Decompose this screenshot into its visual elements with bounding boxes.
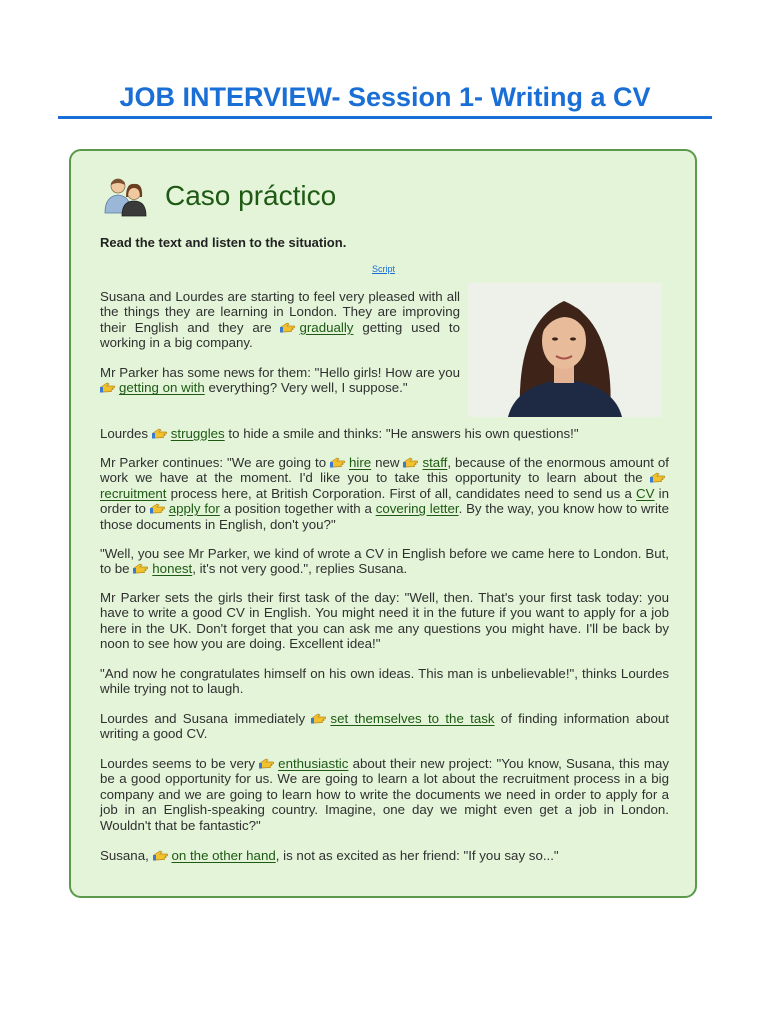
pointing-hand-icon bbox=[133, 562, 149, 574]
story-paragraph-4: Mr Parker continues: "We are going to hire new staff, because of the enormous amount of work we have at the moment. I'd like you to take this opportunity to learn about the recruitment process here, at British Corporation. First of all, candidates need to send us a CV in order to apply for a position together with a covering letter. By the way, you know how to write those documents in English, don't you?" bbox=[100, 455, 670, 532]
two-people-icon bbox=[102, 175, 150, 217]
vocab-struggles[interactable]: struggles bbox=[170, 426, 225, 441]
vocab-getting-on-with[interactable]: getting on with bbox=[119, 380, 205, 396]
vocab-covering-letter[interactable]: covering letter bbox=[375, 501, 459, 517]
vocab-on-the-other-hand[interactable]: on the other hand bbox=[171, 848, 276, 863]
vocab-set-themselves-to-the-task[interactable]: set themselves to the task bbox=[330, 711, 495, 726]
pointing-hand-icon bbox=[650, 471, 666, 483]
pointing-hand-icon bbox=[311, 712, 327, 724]
story-paragraph-7: "And now he congratulates himself on his own ideas. This man is unbelievable!", thinks Lourdes while trying not to laugh. bbox=[100, 666, 669, 697]
vocab-honest[interactable]: honest bbox=[152, 561, 193, 577]
vocab-gradually[interactable]: gradually bbox=[299, 319, 354, 335]
pointing-hand-icon bbox=[259, 757, 275, 769]
script-link[interactable]: Script bbox=[372, 264, 396, 274]
pointing-hand-icon bbox=[280, 321, 296, 333]
woman-portrait-photo bbox=[468, 283, 662, 417]
vocab-enthusiastic[interactable]: enthusiastic bbox=[278, 756, 349, 771]
vocab-hire[interactable]: hire bbox=[349, 455, 372, 470]
pointing-hand-icon bbox=[100, 381, 116, 393]
story-paragraph-9: Lourdes seems to be very enthusiastic about their new project: "You know, Susana, this may be a good opportunity for us. We are going to learn a lot about the recruitment process in a big company and we are going to learn how to write the documents we need in order to apply for a job in an English-speaking country. Imagine, one day we might even get a job in London. Wouldn't that be fantastic?" bbox=[100, 756, 670, 833]
pointing-hand-icon bbox=[150, 502, 166, 514]
story-paragraph-2: Mr Parker has some news for them: "Hello girls! How are you getting on with everything? Very well, I suppose." bbox=[100, 365, 460, 396]
story-paragraph-6: Mr Parker sets the girls their first task of the day: "Well, then. That's your first task today: you have to write a good CV in English. You might need it in the future if you want to apply for a job here in the UK. Don't forget that you can ask me any questions you might have. I'll be back by noon to see how you are doing. Excellent idea!" bbox=[100, 590, 669, 652]
pointing-hand-icon bbox=[403, 456, 419, 468]
instruction-text: Read the text and listen to the situation. bbox=[100, 235, 347, 250]
case-practico-box bbox=[69, 149, 697, 898]
vocab-cv[interactable]: CV bbox=[636, 485, 655, 501]
vocab-recruitment[interactable]: recruitment bbox=[100, 485, 167, 501]
story-paragraph-10: Susana, on the other hand, is not as excited as her friend: "If you say so..." bbox=[100, 848, 559, 863]
story-paragraph-3: Lourdes struggles to hide a smile and thinks: "He answers his own questions!" bbox=[100, 426, 579, 441]
story-paragraph-8: Lourdes and Susana immediately set themselves to the task of finding information about writing a good CV. bbox=[100, 711, 669, 742]
story-paragraph-5: "Well, you see Mr Parker, we kind of wrote a CV in English before we came here to London. But, to be honest, it's not very good.", replies Susana. bbox=[100, 546, 669, 577]
document-title: JOB INTERVIEW- Session 1- Writing a CV bbox=[58, 80, 712, 119]
case-heading: Caso práctico bbox=[165, 180, 337, 211]
pointing-hand-icon bbox=[330, 456, 346, 468]
story-paragraph-1: Susana and Lourdes are starting to feel very pleased with all the things they are learning in London. They are improving their English and they are gradually getting used to working in a big company. bbox=[100, 289, 460, 351]
vocab-apply-for[interactable]: apply for bbox=[168, 501, 220, 517]
vocab-staff[interactable]: staff bbox=[422, 455, 448, 470]
pointing-hand-icon bbox=[152, 427, 168, 439]
pointing-hand-icon bbox=[153, 849, 169, 861]
